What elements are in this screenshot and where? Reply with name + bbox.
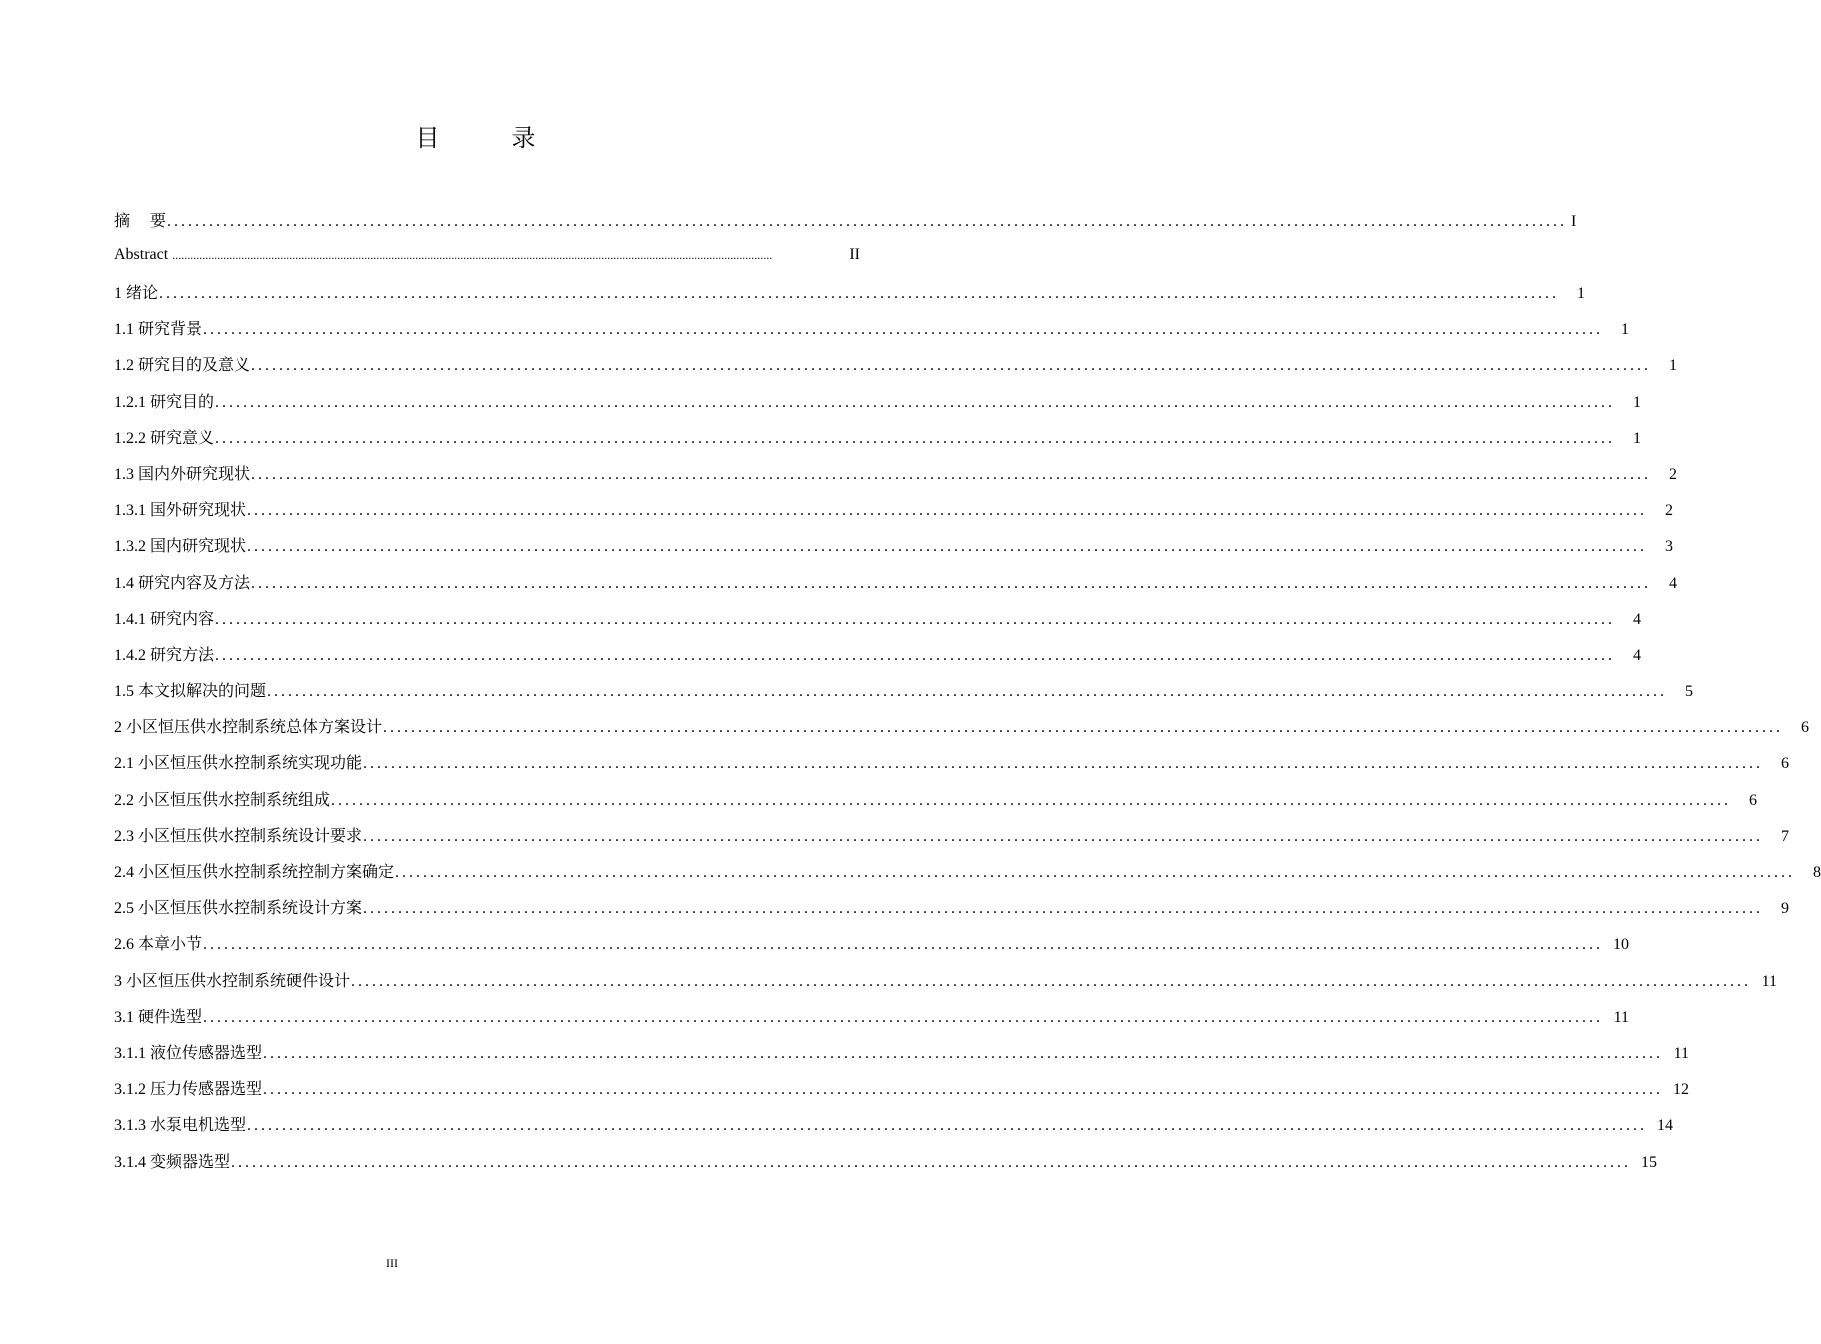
toc-dot-leader: ........................................................................................................................................................................................................ [247,1117,1648,1135]
toc-entry-label: 1.1 研究背景 [114,321,203,339]
toc-entry[interactable] [114,533,1674,569]
toc-dot-leader: ........................................................................................................................................................................................................ [203,1008,1604,1026]
toc-entry[interactable] [114,1004,1630,1040]
toc-entry-label: 1 绪论 [114,285,159,302]
toc-entry-label: 1.2.2 研究意义 [114,429,215,447]
toc-entry[interactable] [114,497,1674,533]
toc-entry[interactable] [114,425,1642,461]
toc-entry[interactable] [114,714,1810,750]
toc-dot-leader: ........................................................................................................................................................................................................ [251,574,1652,592]
toc-dot-leader: ........................................................................................................................................................................................................ [215,646,1616,664]
toc-dot-leader: ........................................................................................................................................................................................................ [363,827,1764,845]
toc-entry-page-number: 6 [1749,791,1758,809]
toc-entry-page-number: 3 [1665,538,1674,556]
toc-dot-leader: ........................................................................................................................................................................................................ [351,972,1752,990]
toc-dot-leader: ........................................................................................................................................................................................................ [263,1044,1664,1062]
toc-entry-label: 1.3 国内外研究现状 [114,465,251,483]
toc-entry-label: 1.4.2 研究方法 [114,646,215,664]
toc-dot-leader: ........................................................................................................................................................................................................ [215,610,1616,628]
toc-entry[interactable] [114,750,1790,786]
toc-entry-page-number: 11 [1761,972,1778,990]
toc-entry-label: 摘 要 [114,213,167,230]
toc-entry-page-number: 12 [1673,1081,1690,1099]
toc-entry-label: 1.4 研究内容及方法 [114,574,251,592]
toc-entry[interactable] [114,570,1678,606]
toc-entry[interactable] [114,606,1642,642]
toc-entry-page-number: 1 [1669,357,1678,375]
toc-entry[interactable] [114,642,1642,678]
toc-entry-page-number: 4 [1633,646,1642,664]
toc-entry-label: 2.5 小区恒压供水控制系统设计方案 [114,900,363,918]
toc-entry-label: 2.4 小区恒压供水控制系统控制方案确定 [114,864,395,881]
toc-dot-leader: ........................................................................................................................................................................................................ [215,429,1616,447]
toc-dot-leader: ........................................................................................................................................................................................................ [363,900,1764,918]
toc-entry-page-number: I [1571,213,1577,230]
toc-dot-leader: ........................................................................................................................................................................................................ [263,1081,1664,1099]
toc-entry-page-number: II [849,246,860,263]
table-of-contents [114,208,1821,1185]
toc-entry[interactable] [114,859,1821,895]
toc-entry-page-number: 4 [1669,574,1678,592]
toc-entry-page-number: 1 [1633,429,1642,447]
toc-entry-page-number: 8 [1813,864,1821,881]
toc-entry-page-number: 4 [1633,610,1642,628]
toc-dot-leader: ........................................................................................................................................................................................................ [267,683,1668,701]
toc-entry-page-number: 1 [1633,393,1642,411]
toc-entry-page-number: 11 [1613,1008,1630,1026]
toc-entry-label: 3 小区恒压供水控制系统硬件设计 [114,972,351,990]
toc-entry[interactable] [114,389,1642,425]
toc-entry[interactable] [114,968,1778,1004]
toc-entry-page-number: 9 [1781,900,1790,918]
toc-entry-label: 1.3.1 国外研究现状 [114,502,247,520]
toc-entry-page-number: 14 [1657,1117,1674,1135]
toc-entry-label: 1.2 研究目的及意义 [114,357,251,375]
toc-entry-label: 1.5 本文拟解决的问题 [114,683,267,701]
toc-entry-label: 2.1 小区恒压供水控制系统实现功能 [114,755,363,773]
toc-entry[interactable] [114,1149,1658,1185]
page-footer-number: III [386,1256,398,1270]
toc-entry-page-number: 1 [1577,285,1586,302]
toc-entry-label: Abstract [114,246,169,263]
toc-entry-page-number: 2 [1665,502,1674,520]
toc-entry-label: 3.1.4 变频器选型 [114,1153,231,1171]
toc-entry[interactable] [114,316,1630,352]
toc-dot-leader: ........................................................................................................................................................................................................ [395,864,1796,881]
toc-entry-label: 3.1 硬件选型 [114,1008,203,1026]
toc-entry-page-number: 11 [1673,1044,1690,1062]
toc-entry[interactable] [114,352,1678,388]
toc-title: 目 录 [415,124,560,152]
toc-entry-label: 3.1.2 压力传感器选型 [114,1081,263,1099]
toc-dot-leader: ........................................................................................................................................................................................................ [247,538,1648,556]
toc-entry-page-number: 10 [1613,936,1630,954]
toc-dot-leader: ........................................................................................................................................................................................................ [172,248,773,262]
toc-entry-label: 1.3.2 国内研究现状 [114,538,247,556]
toc-dot-leader: ........................................................................................................................................................................................................ [363,755,1764,773]
toc-entry[interactable] [114,461,1678,497]
toc-entry-label: 2.2 小区恒压供水控制系统组成 [114,791,331,809]
toc-dot-leader: ........................................................................................................................................................................................................ [231,1153,1632,1171]
toc-entry-page-number: 1 [1621,321,1630,339]
toc-entry[interactable] [114,208,1577,246]
toc-entry[interactable] [114,1040,1690,1076]
toc-dot-leader: ........................................................................................................................................................................................................ [251,357,1652,375]
toc-entry-page-number: 15 [1641,1153,1658,1171]
toc-entry-page-number: 7 [1781,827,1790,845]
toc-entry[interactable] [114,931,1630,967]
toc-entry-label: 2.3 小区恒压供水控制系统设计要求 [114,827,363,845]
toc-entry[interactable] [114,1076,1690,1112]
toc-dot-leader: ........................................................................................................................................................................................................ [331,791,1732,809]
toc-entry-label: 3.1.1 液位传感器选型 [114,1044,263,1062]
toc-entry-label: 1.4.1 研究内容 [114,610,215,628]
toc-entry-label: 3.1.3 水泵电机选型 [114,1117,247,1135]
toc-entry[interactable] [114,280,1586,316]
toc-entry-label: 2.6 本章小节 [114,936,203,954]
toc-dot-leader: ........................................................................................................................................................................................................ [203,321,1604,339]
toc-entry[interactable] [114,678,1694,714]
toc-entry-page-number: 6 [1781,755,1790,773]
toc-entry-label: 2 小区恒压供水控制系统总体方案设计 [114,719,383,737]
toc-entry-page-number: 5 [1685,683,1694,701]
toc-dot-leader: ........................................................................................................................................................................................................ [251,465,1652,483]
toc-entry[interactable] [114,246,860,280]
toc-dot-leader: ........................................................................................................................................................................................................ [215,393,1616,411]
toc-entry-label: 1.2.1 研究目的 [114,393,215,411]
toc-dot-leader: ........................................................................................................................................................................................................ [247,502,1648,520]
toc-entry-page-number: 2 [1669,465,1678,483]
toc-entry[interactable] [114,1112,1674,1148]
toc-entry[interactable] [114,895,1790,931]
toc-entry-page-number: 6 [1801,719,1810,737]
toc-entry[interactable] [114,787,1758,823]
toc-dot-leader: ........................................................................................................................................................................................................ [159,285,1560,302]
toc-entry[interactable] [114,823,1790,859]
toc-dot-leader: ........................................................................................................................................................................................................ [167,213,1568,230]
toc-dot-leader: ........................................................................................................................................................................................................ [383,719,1784,737]
toc-dot-leader: ........................................................................................................................................................................................................ [203,936,1604,954]
